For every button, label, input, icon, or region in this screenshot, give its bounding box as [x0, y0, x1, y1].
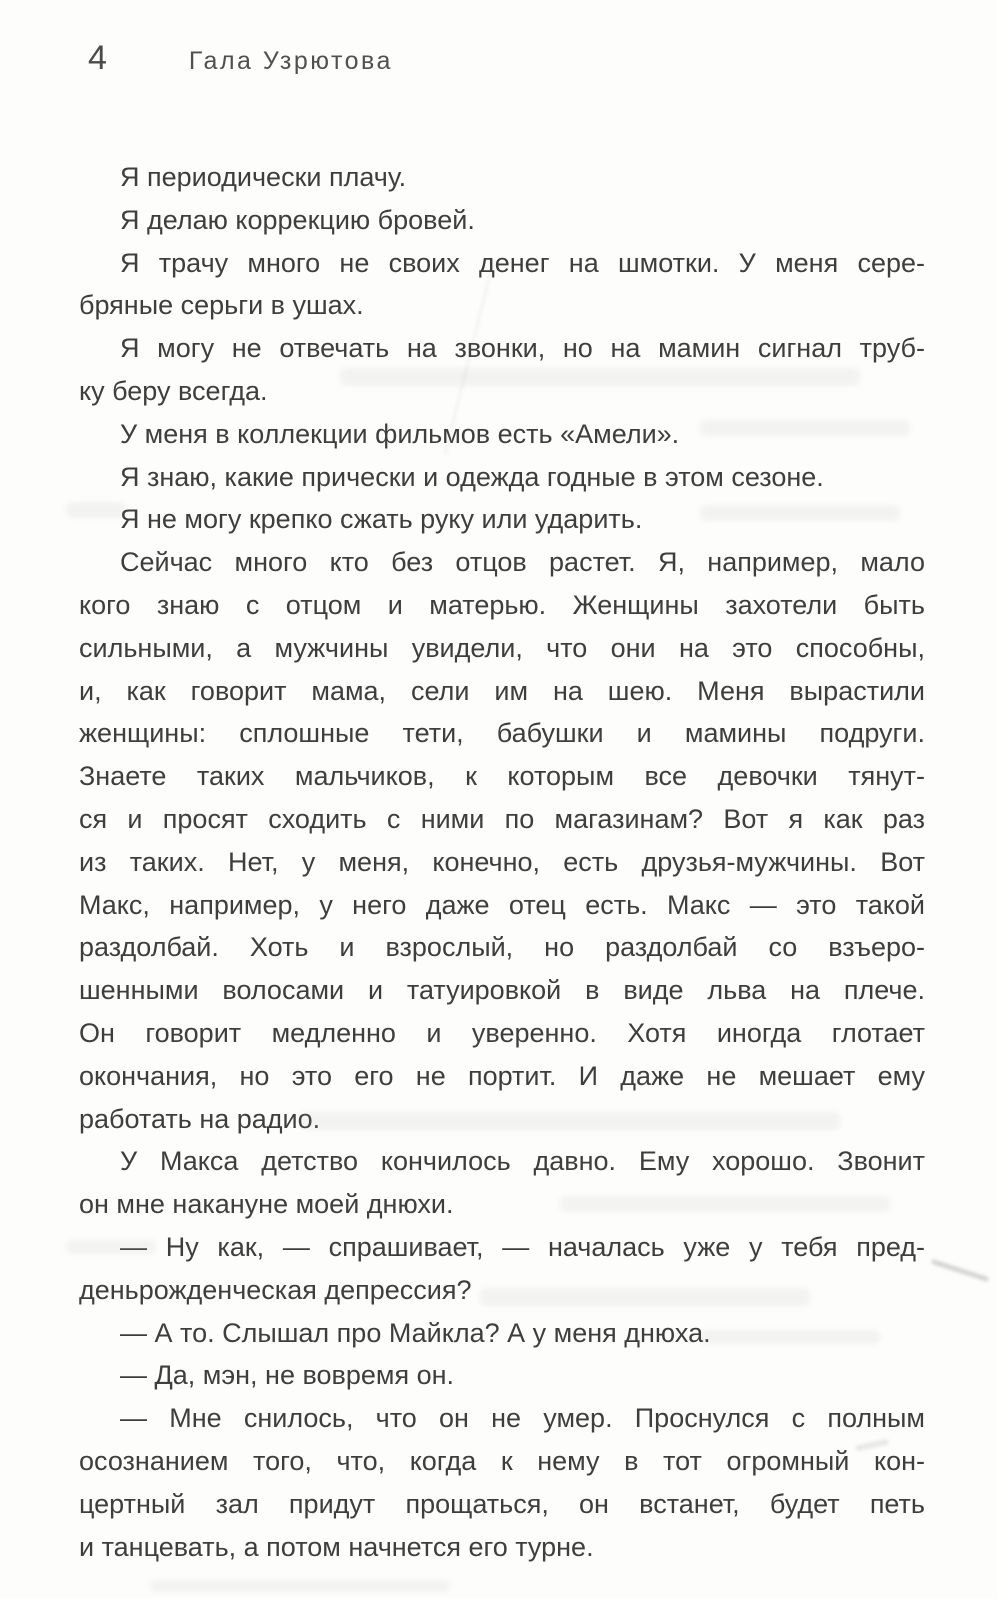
paragraph: [79, 456, 925, 499]
paragraph: [79, 156, 925, 199]
text-line: Я не могу крепко сжать руку или ударить.: [120, 504, 643, 535]
paragraph: [79, 327, 925, 413]
text-line: кого знаю с отцом и матерью. Женщины захотели быть: [79, 589, 925, 620]
paragraph: [79, 1397, 925, 1568]
text-line: работать на радио.: [79, 1103, 321, 1134]
text-line: Я могу не отвечать на звонки, но на мамин сигнал труб-: [120, 333, 925, 364]
text-line: раздолбай. Хоть и взрослый, но раздолбай со взъеро-: [79, 932, 925, 963]
scan-artifact: [150, 1580, 450, 1592]
text-line: У Макса детство кончилось давно. Ему хорошо. Звонит: [120, 1146, 925, 1177]
text-line: Знаете таких мальчиков, к которым все девочки тянут-: [79, 761, 925, 792]
running-header: Гала Узрютова: [188, 47, 393, 75]
text-line: шенными волосами и татуировкой в виде льва на плече.: [79, 975, 925, 1006]
text-line: Сейчас много кто без отцов растет. Я, например, мало: [120, 547, 925, 578]
text-line: окончания, но это его не портит. И даже не мешает ему: [79, 1060, 925, 1091]
text-line: из таких. Нет, у меня, конечно, есть друзья-мужчины. Вот: [79, 846, 925, 877]
text-line: осознанием того, что, когда к нему в тот огромный кон-: [79, 1445, 925, 1476]
paragraph: [79, 498, 925, 541]
text-line: Я периодически плачу.: [120, 162, 407, 192]
page-number: 4: [88, 39, 107, 77]
text-line: Макс, например, у него даже отец есть. Макс — это такой: [79, 889, 925, 920]
text-line: бряные серьги в ушах.: [79, 290, 364, 321]
text-body: [79, 156, 925, 1568]
text-line: цертный зал придут прощаться, он встанет, будет петь: [79, 1488, 925, 1519]
text-line: и, как говорит мама, сели им на шею. Меня вырастили: [79, 675, 925, 706]
paragraph: [79, 1226, 925, 1312]
text-line: Я делаю коррекцию бровей.: [120, 204, 475, 235]
paragraph: [79, 541, 925, 1140]
paragraph: [79, 199, 925, 242]
text-line: деньрожденческая депрессия?: [79, 1274, 472, 1305]
text-line: Я трачу много не своих денег на шмотки. У меня сере-: [120, 247, 925, 278]
text-line: ся и просят сходить с ними по магазинам? Вот я как раз: [79, 803, 925, 834]
pencil-smudge-mark: [931, 1259, 990, 1282]
text-line: и танцевать, а потом начнется его турне.: [79, 1531, 594, 1562]
paragraph: [79, 242, 925, 328]
text-line: женщины: сплошные тети, бабушки и мамины подруги.: [79, 718, 925, 749]
text-line: Он говорит медленно и уверенно. Хотя иногда глотает: [79, 1017, 925, 1048]
text-line: ку беру всегда.: [79, 375, 268, 406]
text-line: — Да, мэн, не вовремя он.: [120, 1360, 455, 1391]
text-line: — А то. Слышал про Майкла? А у меня днюха.: [120, 1317, 711, 1348]
text-line: Я знаю, какие прически и одежда годные в этом сезоне.: [120, 461, 824, 492]
page-header: [88, 38, 937, 78]
paragraph: [79, 413, 925, 456]
paragraph: [79, 1140, 925, 1226]
text-line: он мне накануне моей днюхи.: [79, 1189, 454, 1220]
text-line: — Ну как, — спрашивает, — началась уже у тебя пред-: [120, 1231, 925, 1262]
text-line: — Мне снилось, что он не умер. Проснулся с полным: [120, 1403, 925, 1434]
paragraph: [79, 1312, 925, 1355]
text-line: сильными, а мужчины увидели, что они на это способны,: [79, 632, 925, 663]
text-line: У меня в коллекции фильмов есть «Амели».: [120, 418, 680, 449]
paragraph: [79, 1354, 925, 1397]
